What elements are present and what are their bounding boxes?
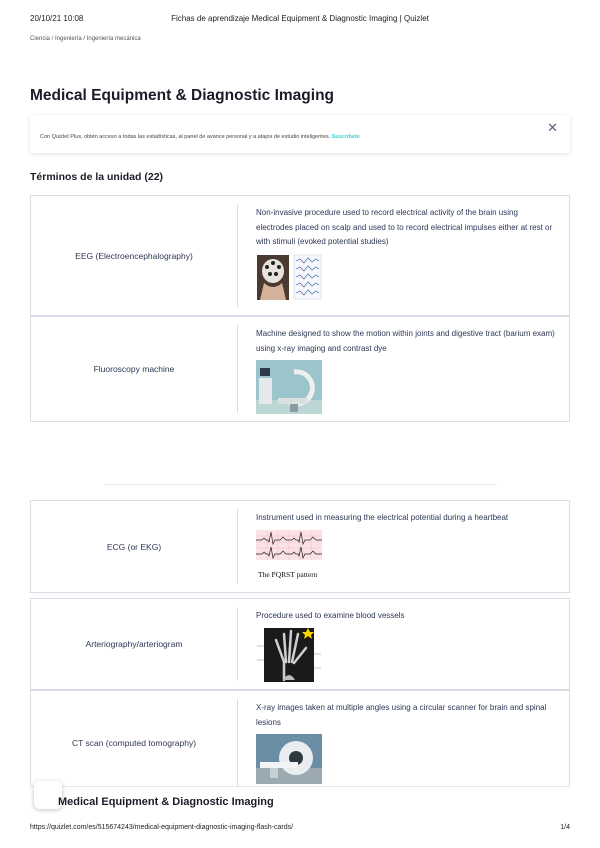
- card-definition: Procedure used to examine blood vessels: [256, 611, 405, 620]
- subscribe-link[interactable]: Suscríbete: [331, 134, 360, 140]
- card-definition: X-ray images taken at multiple angles using a circular scanner for brain and spinal lesions: [256, 703, 547, 727]
- card-term: ECG (or EKG): [106, 541, 162, 552]
- ecg-image: [256, 530, 322, 570]
- term-card-eeg[interactable]: [30, 195, 570, 316]
- term-card-ecg[interactable]: [30, 500, 570, 593]
- card-divider: [237, 509, 238, 584]
- card-term: CT scan (computed tomography): [71, 738, 197, 748]
- eeg-image: [256, 253, 322, 303]
- card-divider: [237, 699, 238, 787]
- fluoroscopy-image: [256, 360, 322, 414]
- card-definition: Non-invasive procedure used to record electrical activity of the brain using electrodes placed on scalp and used to to record electrical impulses either at rest or with stimuli (evoked potential studies): [256, 208, 553, 246]
- card-term: Fluoroscopy machine: [93, 364, 175, 374]
- footer-title: Medical Equipment & Diagnostic Imaging: [58, 796, 274, 808]
- close-icon[interactable]: ✕: [547, 120, 558, 135]
- print-page-number: 1/4: [560, 824, 570, 831]
- card-term: EEG (Electroencephalography): [75, 250, 193, 261]
- term-card-fluoroscopy[interactable]: [30, 316, 570, 422]
- section-title: Términos de la unidad (22): [30, 171, 164, 183]
- card-divider: [237, 204, 238, 307]
- card-divider: [237, 325, 238, 413]
- ecg-caption: The PQRST pattern: [258, 570, 318, 579]
- sticky-footer-bar: [30, 786, 570, 819]
- card-divider: [237, 607, 238, 681]
- subscription-banner: [30, 115, 570, 153]
- card-definition: Machine designed to show the motion within joints and digestive tract (barium exam) using x-ray imaging and contrast dye: [256, 329, 555, 353]
- print-url: https://quizlet.com/es/515674243/medical-equipment-diagnostic-imaging-flash-cards/: [30, 824, 294, 831]
- page-title: Medical Equipment & Diagnostic Imaging: [30, 87, 335, 104]
- arteriogram-image: [256, 626, 322, 684]
- term-card-ct-scan[interactable]: [30, 690, 570, 796]
- banner-text: Con Quizlet Plus, obtén acceso a todas las estadísticas, al panel de avance personal y a atajos de estudio inteligentes.: [40, 134, 331, 140]
- breadcrumb[interactable]: Ciencia / Ingeniería / Ingeniería mecánica: [30, 36, 141, 42]
- banner-message: [40, 134, 360, 140]
- print-page-title: Fichas de aprendizaje Medical Equipment & Diagnostic Imaging | Quizlet: [171, 14, 429, 23]
- card-term: Arteriography/arteriogram: [85, 639, 183, 649]
- page-break-divider: [105, 484, 497, 485]
- card-definition: Instrument used in measuring the electrical potential during a heartbeat: [256, 513, 509, 522]
- print-datetime: 20/10/21 10:08: [30, 14, 84, 23]
- ct-scanner-image: [256, 734, 322, 784]
- term-card-arteriography[interactable]: [30, 598, 570, 690]
